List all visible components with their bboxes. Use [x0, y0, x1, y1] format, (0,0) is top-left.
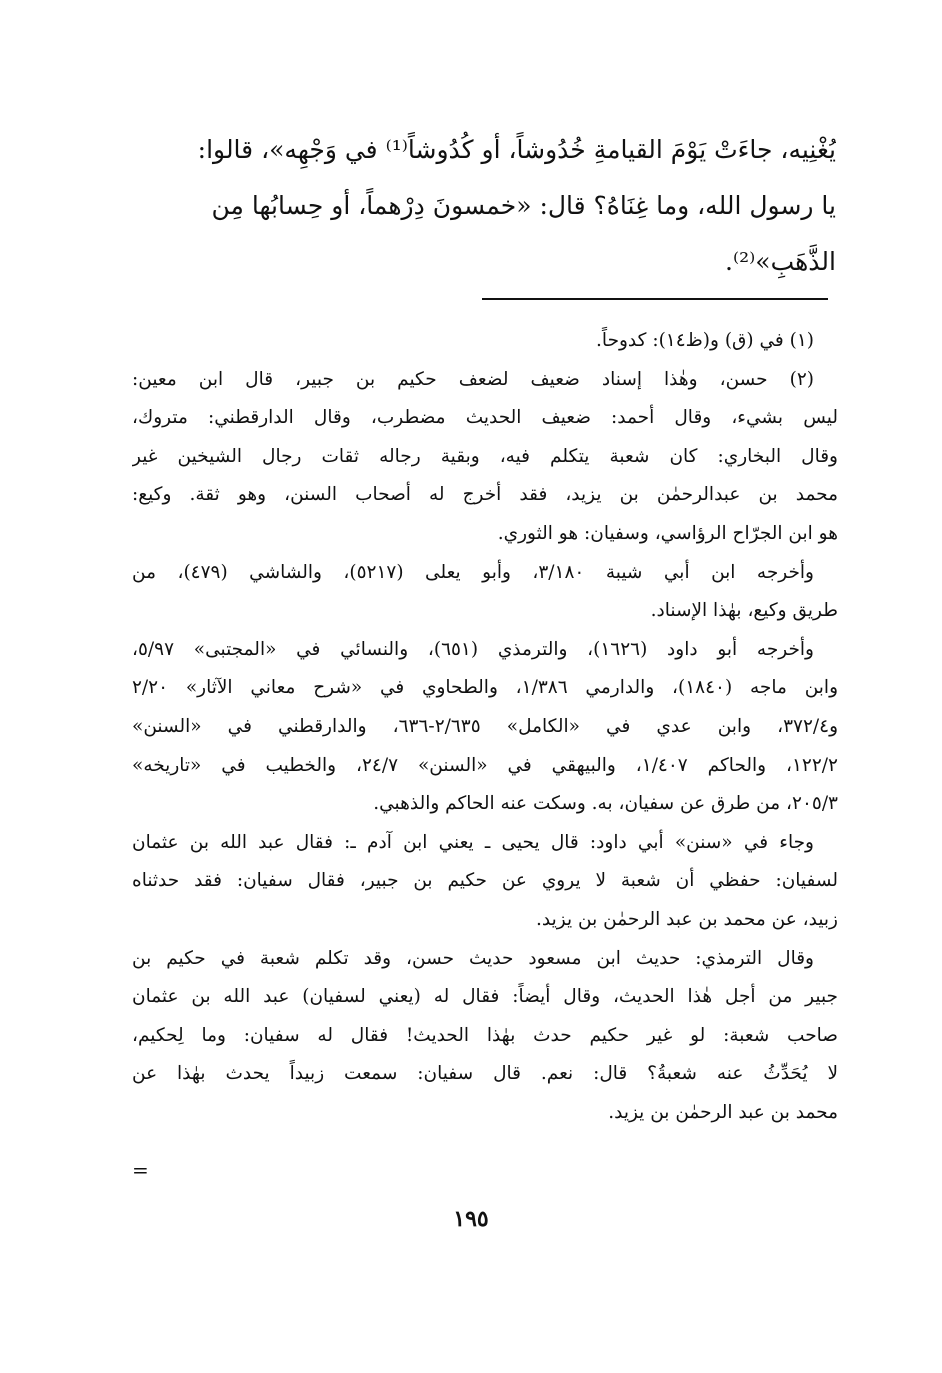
main-text-line: يا رسول الله، وما غِنَاهُ؟ قال: «خمسونَ دِرْهماً، أو حِسابُها مِن	[211, 191, 836, 220]
footnote-2-line: و٣٧٢/٤، وابن عدي في «الكامل» ٢/٦٣٥-٦٣٦، والدارقطني في «السنن»	[132, 715, 838, 737]
continuation-mark: =	[132, 1158, 149, 1182]
footnote-2-line: جبير من أجل هٰذا الحديث، وقال أيضاً: فقال له (يعني لسفيان) عبد الله بن عثمان	[132, 986, 838, 1008]
footnote-2-line: ليس بشيء، وقال أحمد: ضعيف الحديث مضطرب، وقال الدارقطني: متروك،	[132, 407, 838, 429]
footnote-2-line: لا يُحَدِّثُ عنه شعبةُ؟ قال: نعم. قال سفيان: سمعت زبيداً يحدث بهٰذا عن	[132, 1063, 838, 1085]
footnote-2-line: وأخرجه أبو داود (١٦٢٦)، والترمذي (٦٥١)، والنسائي في «المجتبى» ٥/٩٧،	[132, 638, 814, 660]
main-text-line: يُغْنِيه، جاءَتْ يَوْمَ القيامةِ خُدُوشاً، أو كُدُوشاً⁽¹⁾ في وَجْهِه»، قالوا:	[197, 135, 836, 164]
footnote-2-line: وقال الترمذي: حديث ابن مسعود حديث حسن، وقد تكلم شعبة في حكيم بن	[132, 947, 814, 969]
footnote-2-line: وأخرجه ابن أبي شيبة ٣/١٨٠، وأبو يعلى (٥٢١٧)، والشاشي (٤٧٩)، من	[132, 561, 814, 583]
footnote-2-line: زبيد، عن محمد بن عبد الرحمٰن بن يزيد.	[536, 908, 838, 930]
footnote-1: (١) في (ق) و(ظ١٤): كدوحاً.	[596, 330, 814, 351]
footnote-2-line: صاحب شعبة: لو غير حكيم حدث بهٰذا الحديث! فقال له سفيان: وما لِحكيم،	[132, 1024, 838, 1046]
footnote-2-line: وقال البخاري: كان شعبة يتكلم فيه، وبقية رجاله ثقات رجال الشيخين غير	[132, 445, 838, 467]
main-text-line: الذَّهَبِ»⁽²⁾.	[725, 247, 836, 276]
footnote-2-line: هو ابن الجرّاح الرؤاسي، وسفيان: هو الثوري.	[497, 522, 838, 544]
footnote-2-line: طريق وكيع، بهٰذا الإسناد.	[650, 600, 838, 622]
footnote-2-line: محمد بن عبدالرحمٰن بن يزيد، فقد أخرج له أصحاب السنن، وهو ثقة. وكيع:	[132, 484, 838, 506]
footnote-2-line: (٢) حسن، وهٰذا إسناد ضعيف لضعف حكيم بن جبير، قال ابن معين:	[132, 368, 814, 390]
footnote-2-line: محمد بن عبد الرحمٰن بن يزيد.	[608, 1101, 838, 1123]
footnote-2-line: لسفيان: حفظي أن شعبة لا يروي عن حكيم بن جبير، فقال سفيان: فقد حدثناه	[132, 870, 838, 892]
footnotes-block	[132, 322, 838, 1132]
footnote-separator	[482, 298, 828, 300]
footnote-2-line: وابن ماجه (١٨٤٠)، والدارمي ١/٣٨٦، والطحاوي في «شرح معاني الآثار» ٢/٢٠	[132, 677, 838, 699]
main-text-block	[132, 122, 836, 290]
footnote-2-line: ١٢٢/٢، والحاكم ١/٤٠٧، والبيهقي في «السنن» ٢٤/٧، والخطيب في «تاريخه»	[132, 754, 838, 776]
page-number: ١٩٥	[453, 1206, 489, 1232]
footnote-2-line: ٢٠٥/٣، من طرق عن سفيان، به. وسكت عنه الحاكم والذهبي.	[373, 793, 838, 815]
footnote-2-line: وجاء في «سنن» أبي داود: قال يحيى ـ يعني ابن آدم ـ: فقال عبد الله بن عثمان	[132, 831, 814, 853]
